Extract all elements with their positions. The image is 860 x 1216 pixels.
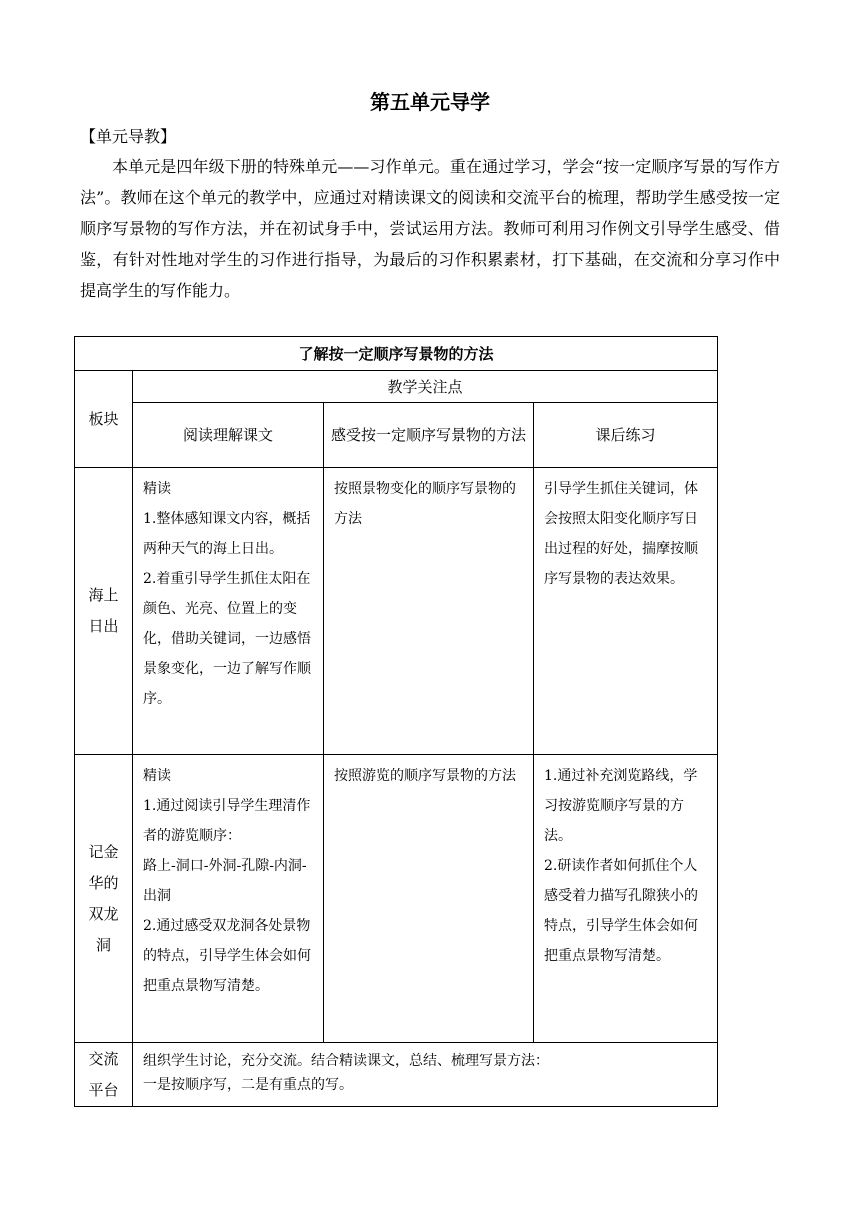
exercise-line: 1.通过补充浏览路线，学习按游览顺序写景的方法。 bbox=[544, 768, 698, 844]
header-exercise: 课后练习 bbox=[534, 403, 718, 468]
exchange-line: 一是按顺序写，二是有重点的写。 bbox=[143, 1077, 353, 1093]
reading-line: 1.通过阅读引导学生理清作者的游览顺序： bbox=[143, 798, 311, 844]
block-name: 记金华的双龙洞 bbox=[75, 755, 133, 1043]
header-focus: 教学关注点 bbox=[133, 371, 718, 403]
block-name: 海上日出 bbox=[75, 468, 133, 755]
section-label: 【单元导教】 bbox=[80, 127, 177, 146]
table-row bbox=[75, 1043, 718, 1107]
reading-cell bbox=[133, 468, 324, 755]
reading-line: 路上-洞口-外洞-孔隙-内洞-出洞 bbox=[143, 858, 307, 904]
exercise-cell bbox=[534, 755, 718, 1043]
header-reading: 阅读理解课文 bbox=[133, 403, 324, 468]
reading-line: 2.着重引导学生抓住太阳在颜色、光亮、位置上的变化，借助关键词，一边感悟景象变化，一边了解写作顺序。 bbox=[143, 571, 311, 707]
header-method: 感受按一定顺序写景物的方法 bbox=[324, 403, 534, 468]
reading-line: 2.通过感受双龙洞各处景物的特点，引导学生体会如何把重点景物写清楚。 bbox=[143, 918, 311, 994]
exercise-line: 2.研读作者如何抓住个人感受着力描写孔隙狭小的特点，引导学生体会如何把重点景物写清楚。 bbox=[544, 858, 698, 964]
method-cell: 按照景物变化的顺序写景物的方法 bbox=[324, 468, 534, 755]
exercise-cell bbox=[534, 468, 718, 755]
exchange-line: 组织学生讨论，充分交流。结合精读课文，总结、梳理写景方法： bbox=[143, 1053, 549, 1069]
header-block: 板块 bbox=[75, 371, 133, 468]
page-title: 第五单元导学 bbox=[370, 90, 490, 114]
reading-cell bbox=[133, 755, 324, 1043]
reading-line: 1.整体感知课文内容，概括两种天气的海上日出。 bbox=[143, 511, 311, 557]
intro-paragraph: 本单元是四年级下册的特殊单元——习作单元。重在通过学习，学会“按一定顺序写景的写作方法”。教师在这个单元的教学中，应通过对精读课文的阅读和交流平台的梳理，帮助学生感受按一定顺序写景物的写作方法，并在初试身手中，尝试运用方法。教师可利用习作例文引导学生感受、借鉴，有针对性地对学生的习作进行指导，为最后的习作积累素材，打下基础，在交流和分享习作中提高学生的写作能力。 bbox=[80, 157, 780, 300]
table-title: 了解按一定顺序写景物的方法 bbox=[75, 337, 718, 371]
method-cell: 按照游览的顺序写景物的方法 bbox=[324, 755, 534, 1043]
reading-line: 精读 bbox=[143, 768, 171, 784]
table-row bbox=[75, 755, 718, 1043]
block-name: 交流平台 bbox=[75, 1043, 133, 1107]
guide-table bbox=[74, 336, 718, 1107]
exercise-line: 引导学生抓住关键词，体会按照太阳变化顺序写日出过程的好处，揣摩按顺序写景物的表达效果。 bbox=[544, 481, 698, 587]
exchange-cell bbox=[133, 1043, 718, 1107]
reading-line: 精读 bbox=[143, 481, 171, 497]
table-row bbox=[75, 468, 718, 755]
